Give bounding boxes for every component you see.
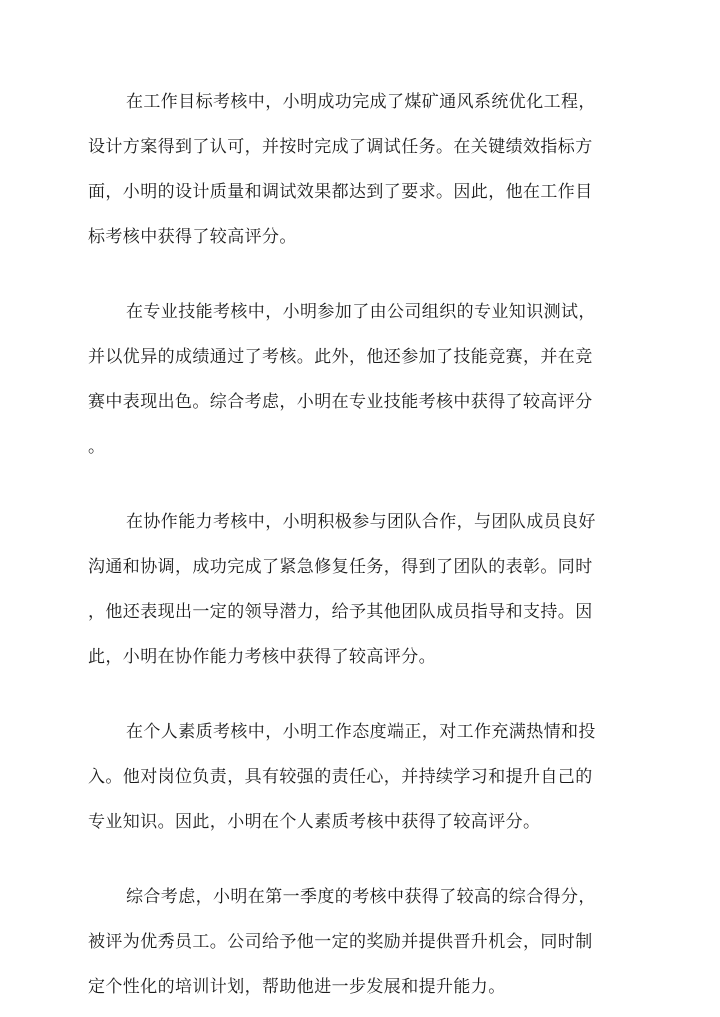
paragraph-work-goals [88, 80, 636, 260]
text-line: 综合考虑，小明在第一季度的考核中获得了较高的综合得分， [126, 887, 596, 907]
text-line: 。 [88, 437, 106, 457]
text-line: ，他还表现出一定的领导潜力，给予其他团队成员指导和支持。因 [88, 602, 593, 622]
text-line: 设计方案得到了认可，并按时完成了调试任务。在关键绩效指标方 [88, 137, 593, 157]
text-line: 并以优异的成绩通过了考核。此外，他还参加了技能竞赛，并在竞 [88, 347, 593, 367]
text-line: 此，小明在协作能力考核中获得了较高评分。 [88, 647, 436, 667]
text-line: 沟通和协调，成功完成了紧急修复任务，得到了团队的表彰。同时 [88, 557, 593, 577]
text-line: 在协作能力考核中，小明积极参与团队合作，与团队成员良好 [126, 512, 596, 532]
paragraph-personal-quality [88, 710, 636, 845]
text-line: 专业知识。因此，小明在个人素质考核中获得了较高评分。 [88, 812, 541, 832]
paragraph-collaboration [88, 500, 636, 680]
text-line: 赛中表现出色。综合考虑，小明在专业技能考核中获得了较高评分 [88, 392, 593, 412]
text-line: 入。他对岗位负责，具有较强的责任心，并持续学习和提升自己的 [88, 767, 593, 787]
text-line: 在工作目标考核中，小明成功完成了煤矿通风系统优化工程， [126, 92, 596, 112]
paragraph-summary [88, 875, 636, 1010]
paragraph-professional-skills [88, 290, 636, 470]
text-line: 在专业技能考核中，小明参加了由公司组织的专业知识测试， [126, 302, 596, 322]
text-line: 被评为优秀员工。公司给予他一定的奖励并提供晋升机会，同时制 [88, 932, 593, 952]
document-body [88, 80, 636, 1010]
text-line: 在个人素质考核中，小明工作态度端正，对工作充满热情和投 [126, 722, 596, 742]
text-line: 面，小明的设计质量和调试效果都达到了要求。因此，他在工作目 [88, 182, 593, 202]
text-line: 标考核中获得了较高评分。 [88, 227, 297, 247]
text-line: 定个性化的培训计划，帮助他进一步发展和提升能力。 [88, 977, 506, 997]
